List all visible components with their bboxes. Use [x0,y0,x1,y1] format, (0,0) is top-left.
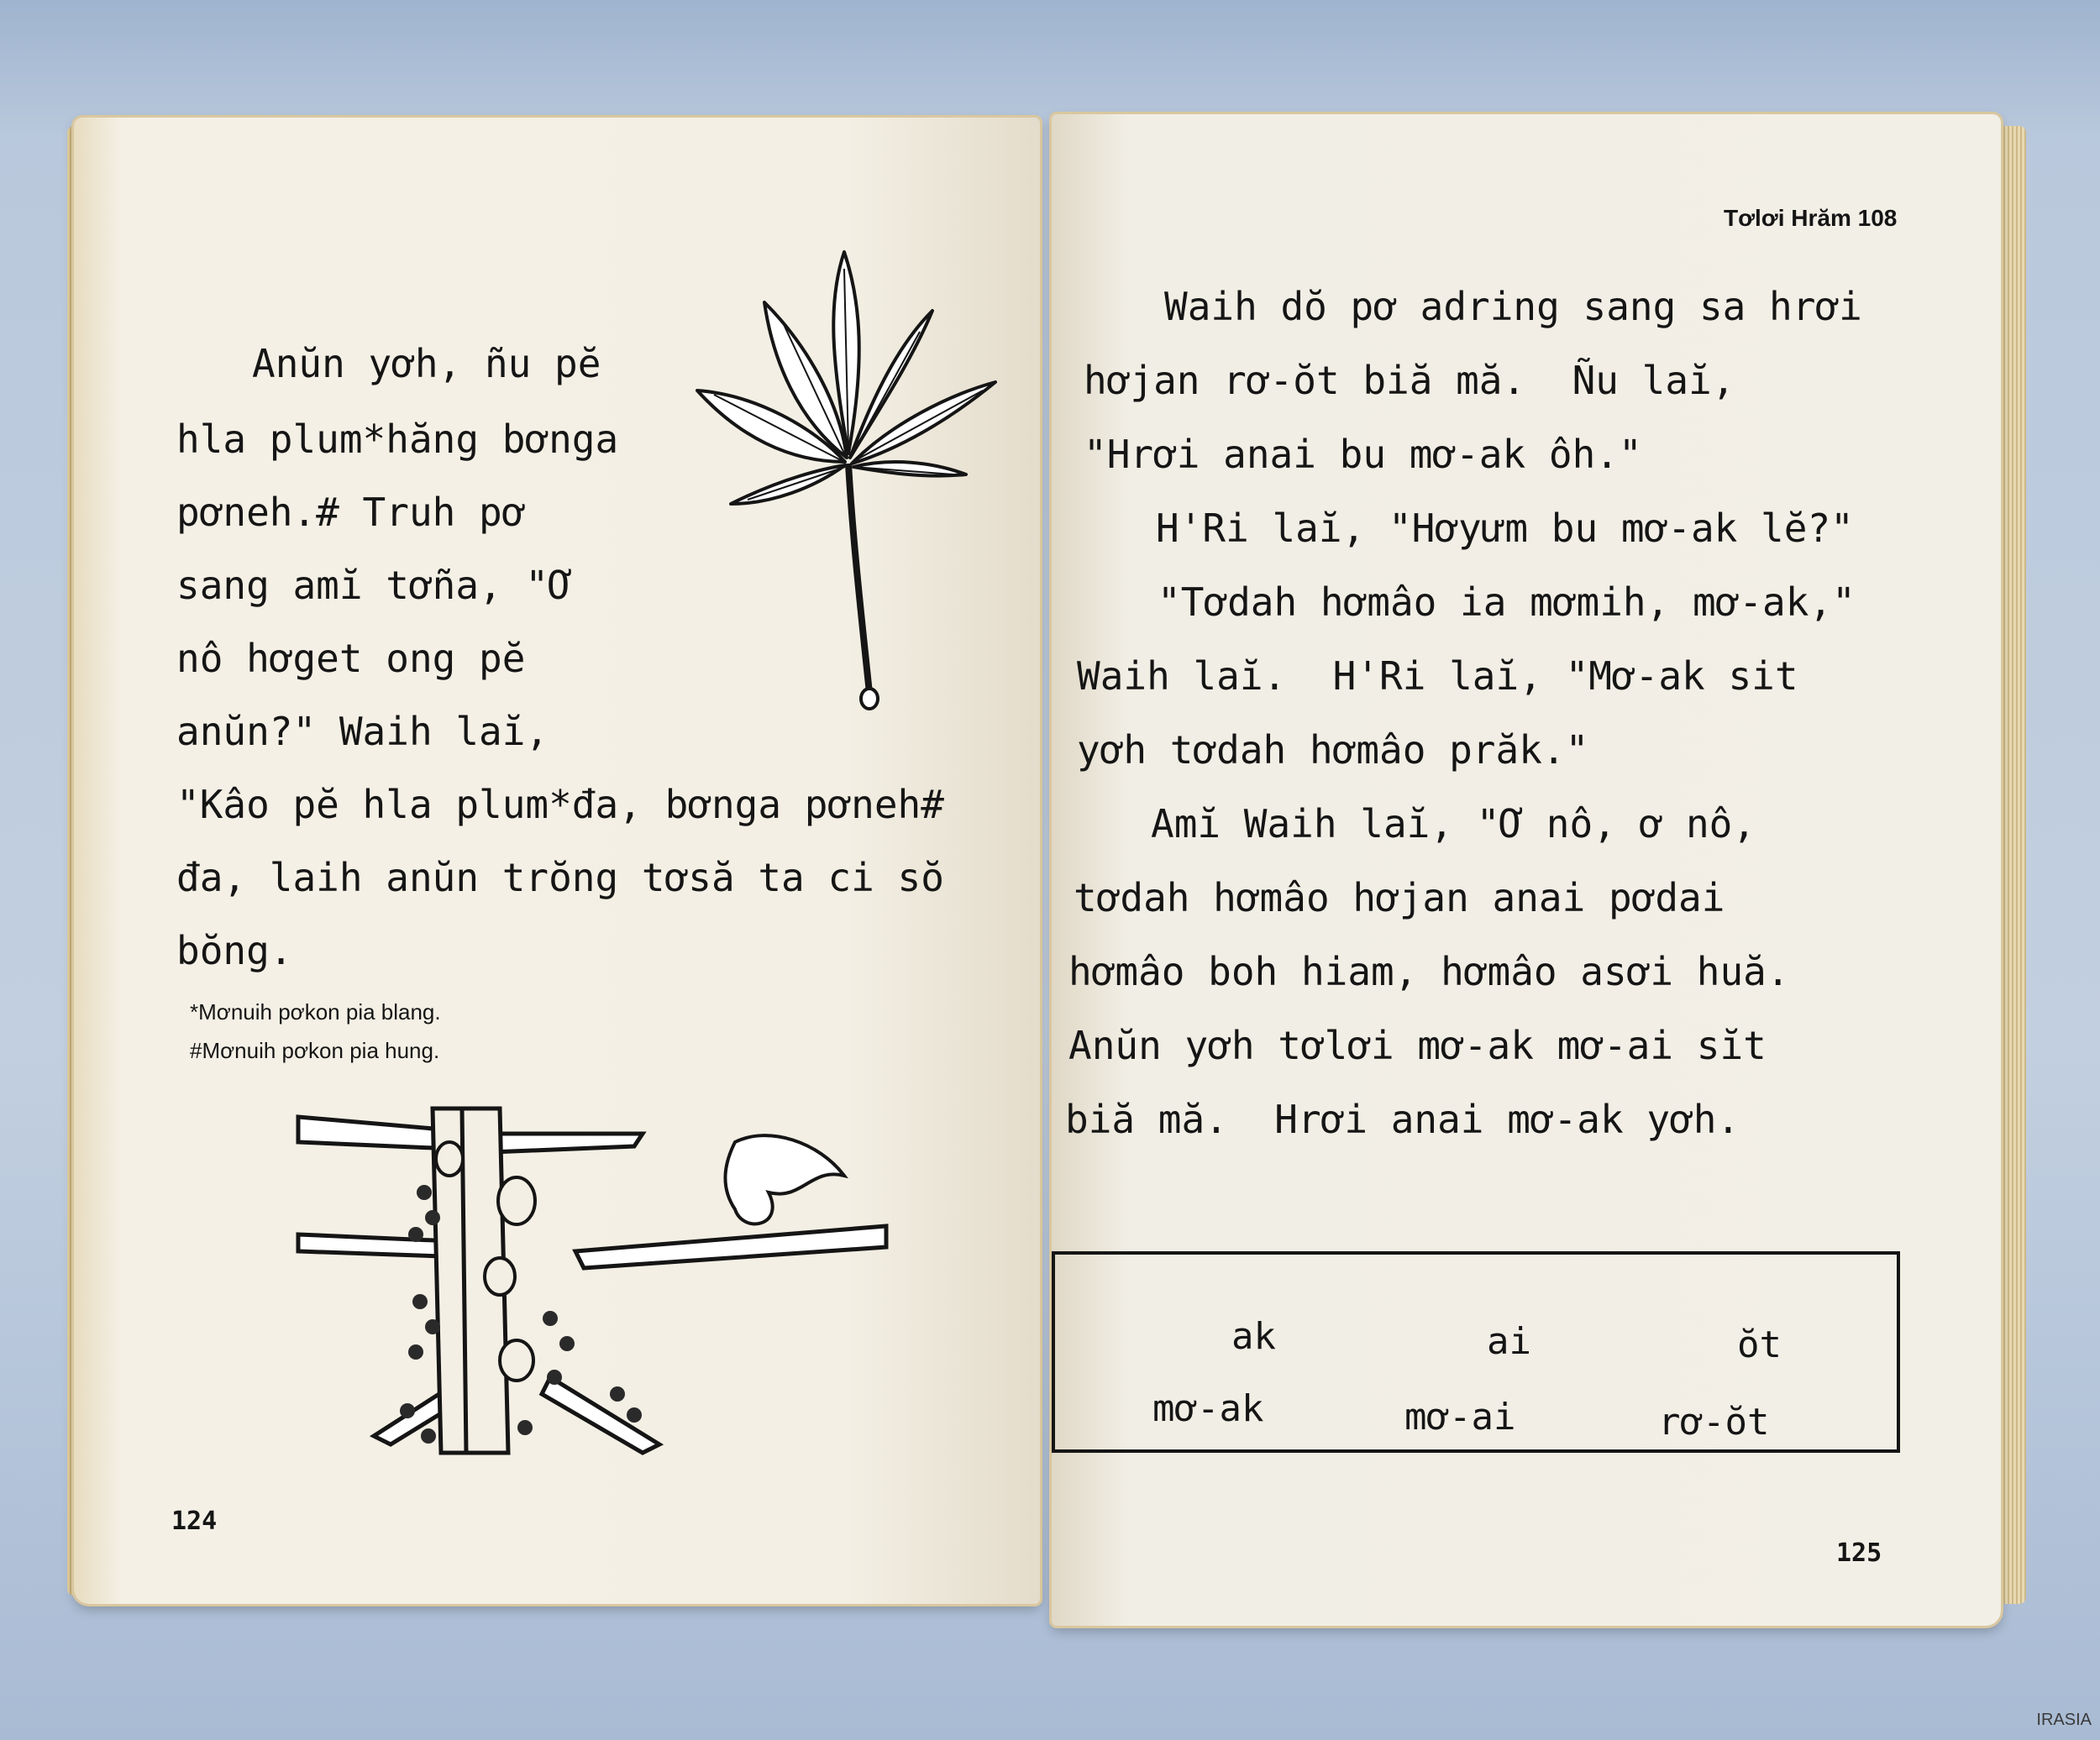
footnote-hung: #Mơnuih pơkon pia hung. [190,1038,440,1063]
left-line-7: "Kâo pĕ hla plum*đa, bơnga pơneh# [176,782,944,827]
word-box-top-3: ŏt [1737,1323,1782,1366]
word-box-top-2: ai [1487,1320,1531,1363]
right-line-9: tơdah hơmâo hơjan anai pơdai [1074,875,1725,920]
right-line-4: H'Ri laĭ, "Hơyưm bu mơ-ak lĕ?" [1156,506,1854,551]
archive-credit: IRASIA [2036,1711,2092,1729]
word-box-bottom-1: mơ-ak [1152,1387,1264,1430]
left-line-2: hla plum*hăng bơnga [176,417,619,462]
left-line-3: pơneh.# Truh pơ [176,490,526,535]
right-line-12: biă mă. Hrơi anai mơ-ak yơh. [1065,1097,1740,1142]
left-line-6: anŭn?" Waih laĭ, [176,709,549,754]
page-number-right: 125 [1836,1538,1882,1568]
right-line-1: Waih dŏ pơ adring sang sa hrơi [1164,284,1862,329]
word-box-bottom-2: mơ-ai [1404,1396,1516,1439]
right-line-7: yơh tơdah hơmâo prăk." [1077,727,1589,773]
left-line-8: đa, laih anŭn trŏng tơsă ta ci sŏ [176,855,944,900]
right-line-8: Amĭ Waih laĭ, "Ơ nô, ơ nô, [1151,801,1756,846]
left-line-9: bŏng. [176,928,293,973]
left-line-4: sang amĭ tơña, "Ơ [176,563,572,608]
footnote-blang: *Mơnuih pơkon pia blang. [190,999,441,1025]
page-number-left: 124 [171,1507,218,1536]
right-page-edge [2001,126,2026,1604]
cassava-leaf-illustration [697,252,1033,722]
papaya-tree-illustration [298,1108,886,1461]
right-line-6: Waih laĭ. H'Ri laĭ, "Mơ-ak sit [1077,653,1798,699]
word-box-bottom-3: rơ-ŏt [1658,1401,1770,1444]
right-line-2: hơjan rơ-ŏt biă mă. Ñu laĭ, [1084,358,1735,403]
left-line-1: Anŭn yơh, ñu pĕ [252,341,601,386]
word-box-top-1: ak [1231,1315,1276,1358]
left-line-5: nô hơget ong pĕ [176,636,526,681]
right-line-11: Anŭn yơh tơlơi mơ-ak mơ-ai sĭt [1068,1023,1767,1068]
right-line-3: "Hrơi anai bu mơ-ak ôh." [1084,432,1642,477]
lesson-header: Tơlơi Hrăm 108 [1724,205,1898,231]
right-line-10: hơmâo boh hiam, hơmâo asơi huă. [1068,949,1790,994]
right-line-5: "Tơdah hơmâo ia mơmih, mơ-ak," [1158,579,1856,625]
